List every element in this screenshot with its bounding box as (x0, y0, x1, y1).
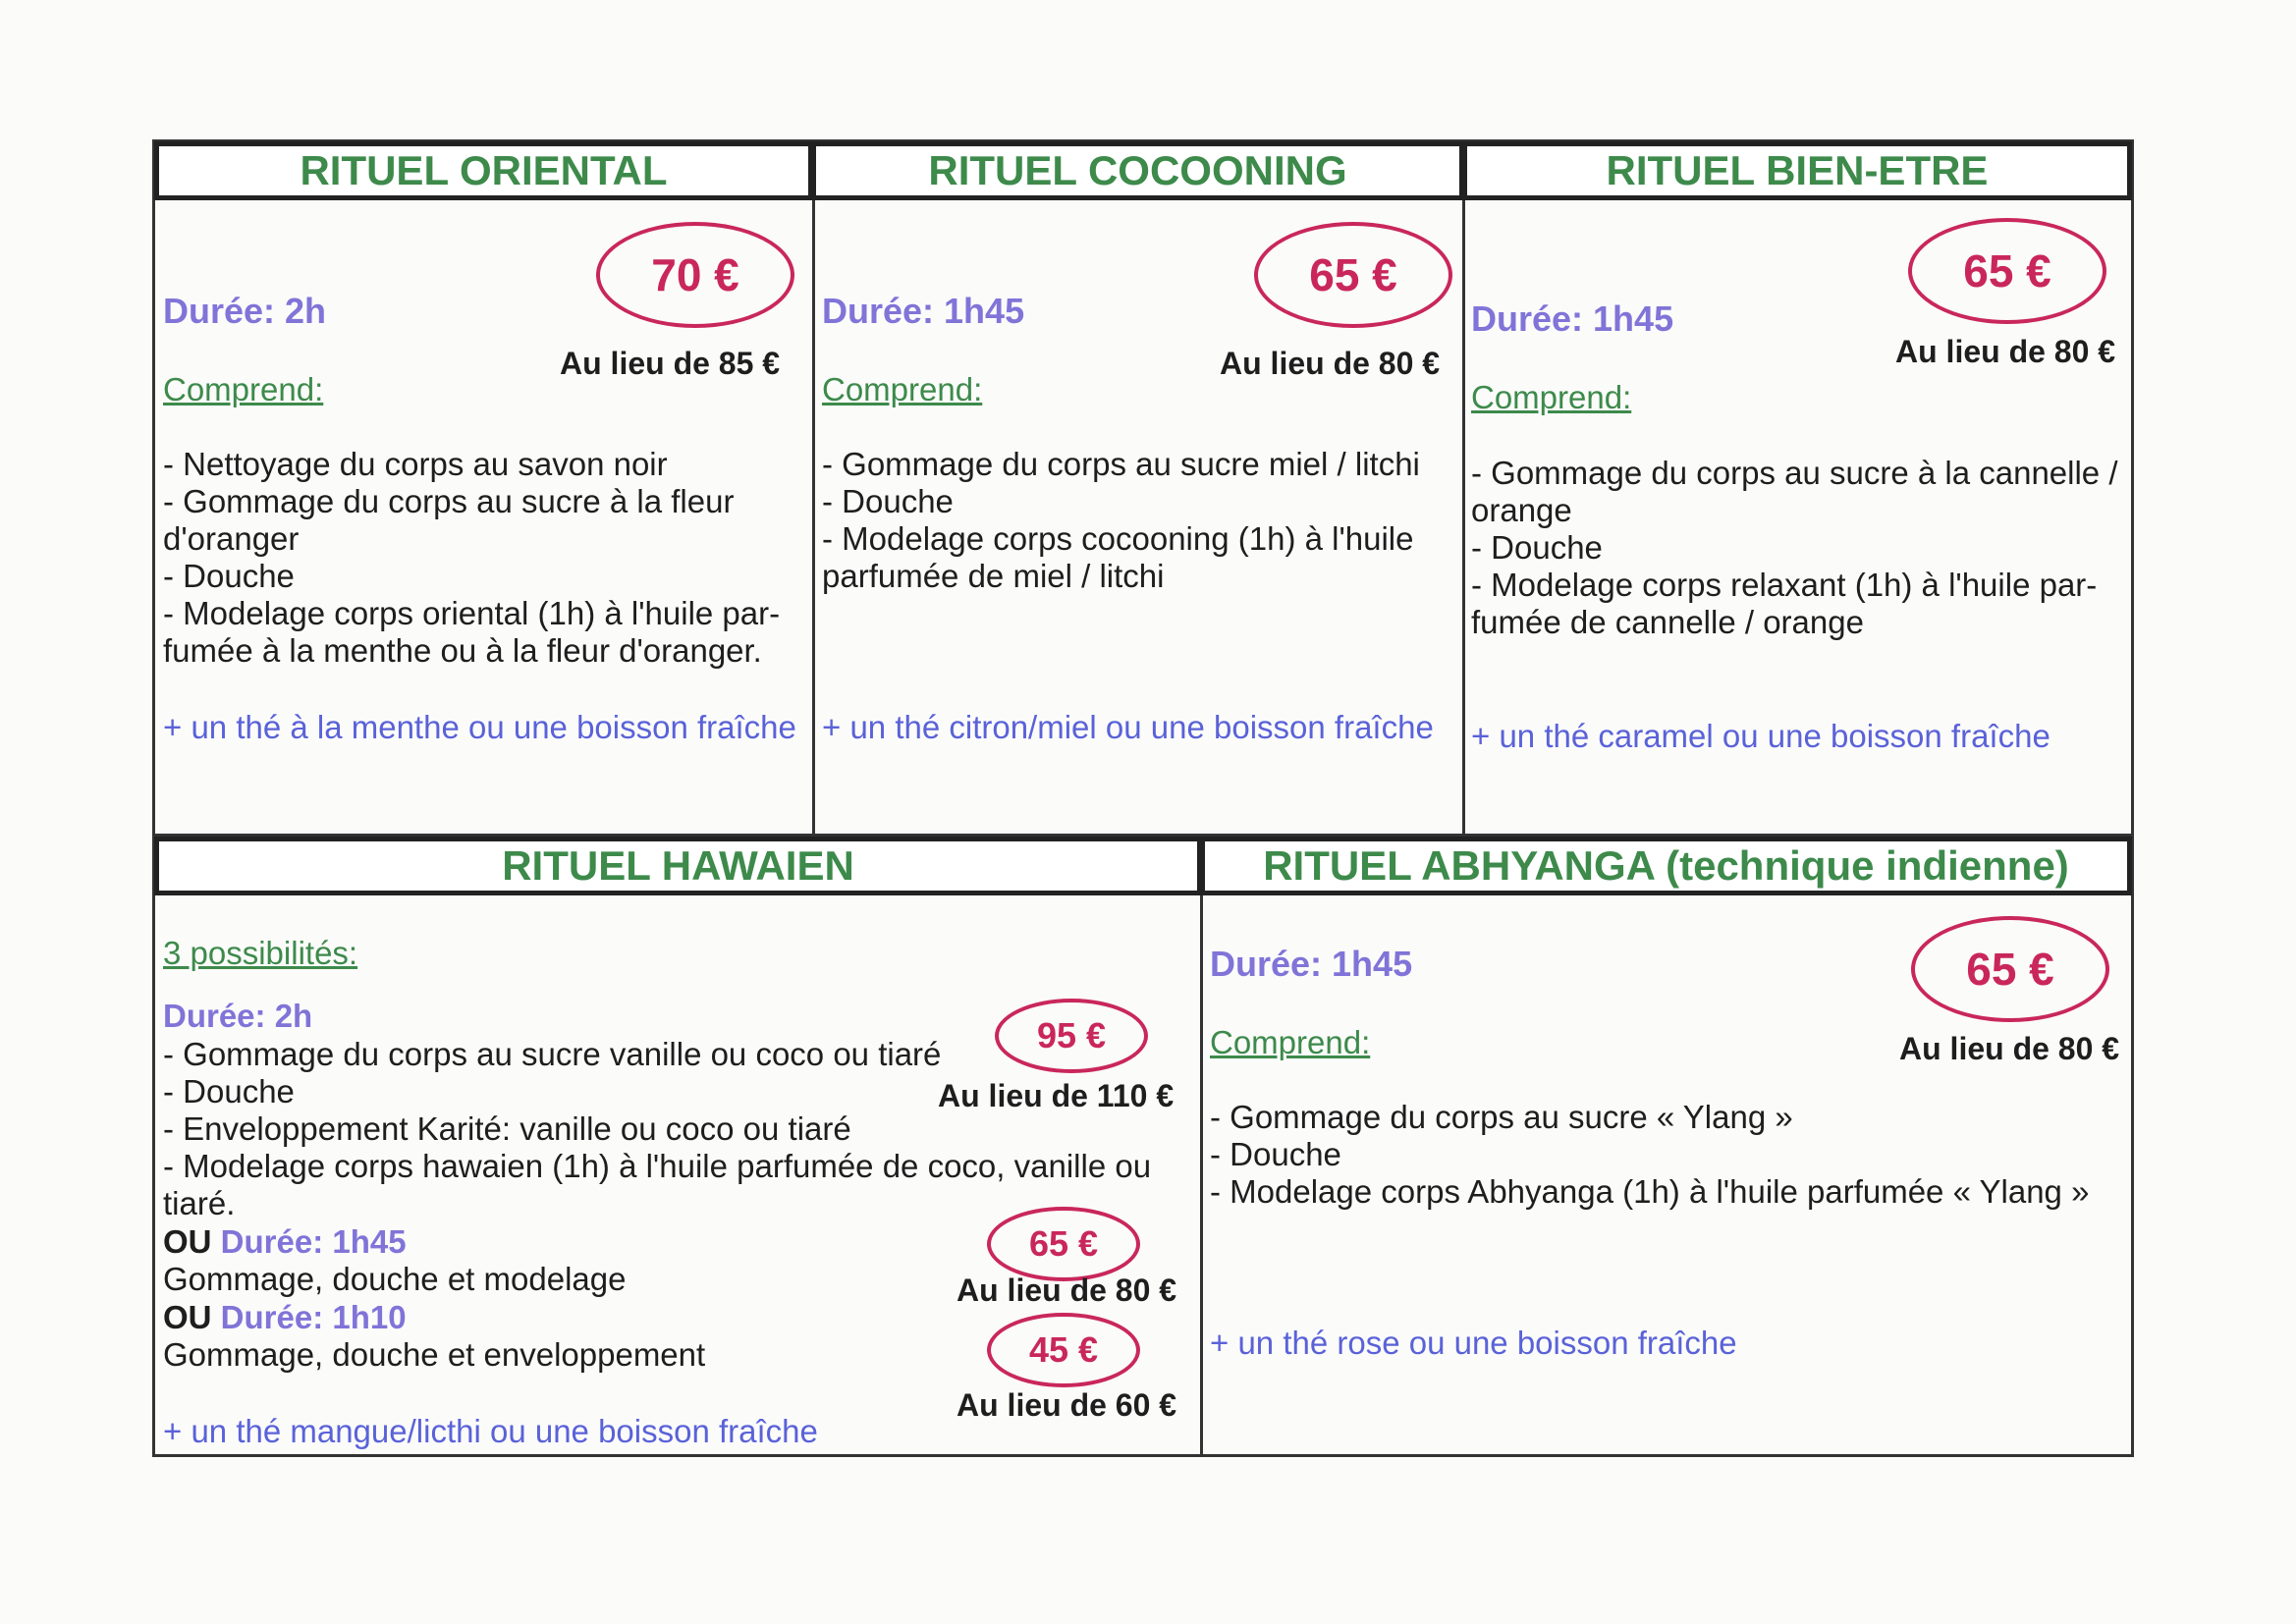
line: fumée de cannelle / orange (1471, 604, 1864, 640)
cocooning-comprend: Comprend: (822, 371, 983, 407)
oriental-duree: Durée: 2h (163, 291, 327, 331)
line: tiaré. (163, 1185, 236, 1221)
bienetre-extra: + un thé caramel ou une boisson fraîche (1471, 718, 2050, 754)
line: fumée à la menthe ou à la fleur d'oranger. (163, 632, 762, 669)
hawaien-price-1: 95 € (995, 999, 1148, 1073)
bienetre-instead: Au lieu de 80 € (1895, 334, 2116, 369)
hawaien-instead-3: Au lieu de 60 € (957, 1387, 1177, 1423)
line: d'oranger (163, 520, 300, 557)
oriental-price: 70 € (596, 222, 794, 328)
line: - Douche (822, 483, 954, 519)
divider-2 (1462, 142, 1465, 836)
divider-3 (1200, 836, 1203, 1457)
line: - Modelage corps hawaien (1h) à l'huile parfumée de coco, vanille ou (163, 1148, 1152, 1184)
cocooning-instead: Au lieu de 80 € (1220, 346, 1441, 381)
hawaien-possibilites: 3 possibilités: (163, 935, 358, 971)
option-3-text: Gommage, douche et enveloppement (163, 1336, 706, 1373)
divider-1 (812, 142, 815, 836)
line: - Douche (163, 1073, 295, 1110)
option-2-duree-line (163, 1223, 626, 1261)
cocooning-lines (822, 446, 1420, 595)
bienetre-lines (1471, 455, 2118, 641)
line: - Gommage du corps au sucre à la cannelle / (1471, 455, 2118, 491)
line: - Modelage corps relaxant (1h) à l'huile par- (1471, 567, 2098, 603)
cocooning-extra: + un thé citron/miel ou une boisson fraîche (822, 709, 1434, 745)
oriental-comprend: Comprend: (163, 371, 324, 407)
abhyanga-duree: Durée: 1h45 (1210, 944, 1413, 984)
line: - Gommage du corps au sucre « Ylang » (1210, 1099, 1793, 1135)
line: - Douche (163, 558, 295, 594)
line: orange (1471, 492, 1572, 528)
abhyanga-extra: + un thé rose ou une boisson fraîche (1210, 1325, 1737, 1361)
bienetre-comprend: Comprend: (1471, 379, 1632, 415)
line: - Modelage corps oriental (1h) à l'huile par- (163, 595, 781, 631)
line: - Douche (1210, 1136, 1341, 1172)
cocooning-title: RITUEL COCOONING (811, 141, 1464, 200)
oriental-extra: + un thé à la menthe ou une boisson fraîche (163, 709, 796, 745)
oriental-lines (163, 446, 780, 670)
option-3-duree: Durée: 1h10 (220, 1299, 407, 1335)
bienetre-price: 65 € (1908, 218, 2106, 324)
oriental-title: RITUEL ORIENTAL (154, 141, 813, 200)
line: - Modelage corps cocooning (1h) à l'huile (822, 520, 1414, 557)
line: - Gommage du corps au sucre à la fleur (163, 483, 735, 519)
oriental-instead: Au lieu de 85 € (560, 346, 781, 381)
line: - Gommage du corps au sucre vanille ou coco ou tiaré (163, 1036, 942, 1072)
line: - Enveloppement Karité: vanille ou coco ou tiaré (163, 1110, 851, 1147)
ou-label: OU (163, 1223, 212, 1260)
hawaien-instead-1: Au lieu de 110 € (938, 1078, 1175, 1113)
hawaien-price-3: 45 € (987, 1313, 1140, 1387)
hawaien-lines (163, 1036, 1151, 1222)
abhyanga-comprend: Comprend: (1210, 1024, 1371, 1060)
abhyanga-price: 65 € (1911, 916, 2109, 1022)
cocooning-price: 65 € (1254, 222, 1452, 328)
abhyanga-lines (1210, 1099, 2089, 1211)
abhyanga-title: RITUEL ABHYANGA (technique indienne) (1200, 837, 2132, 895)
hawaien-option-3 (163, 1299, 705, 1374)
cocooning-duree: Durée: 1h45 (822, 291, 1025, 331)
bienetre-title: RITUEL BIEN-ETRE (1462, 141, 2132, 200)
hawaien-title: RITUEL HAWAIEN (154, 837, 1202, 895)
ou-label: OU (163, 1299, 212, 1335)
line: - Douche (1471, 529, 1603, 566)
hawaien-extra: + un thé mangue/licthi ou une boisson fraîche (163, 1413, 818, 1449)
line: - Gommage du corps au sucre miel / litchi (822, 446, 1420, 482)
option-2-text: Gommage, douche et modelage (163, 1261, 627, 1297)
line: - Modelage corps Abhyanga (1h) à l'huile parfumée « Ylang » (1210, 1173, 2090, 1210)
option-3-duree-line (163, 1299, 705, 1336)
hawaien-price-2: 65 € (987, 1207, 1140, 1281)
hawaien-instead-2: Au lieu de 80 € (957, 1272, 1177, 1308)
bienetre-duree: Durée: 1h45 (1471, 298, 1674, 339)
option-2-duree: Durée: 1h45 (220, 1223, 407, 1260)
hawaien-option-2 (163, 1223, 626, 1298)
line: parfumée de miel / litchi (822, 558, 1165, 594)
hawaien-duree: Durée: 2h (163, 998, 313, 1034)
line: - Nettoyage du corps au savon noir (163, 446, 668, 482)
abhyanga-instead: Au lieu de 80 € (1899, 1031, 2120, 1066)
